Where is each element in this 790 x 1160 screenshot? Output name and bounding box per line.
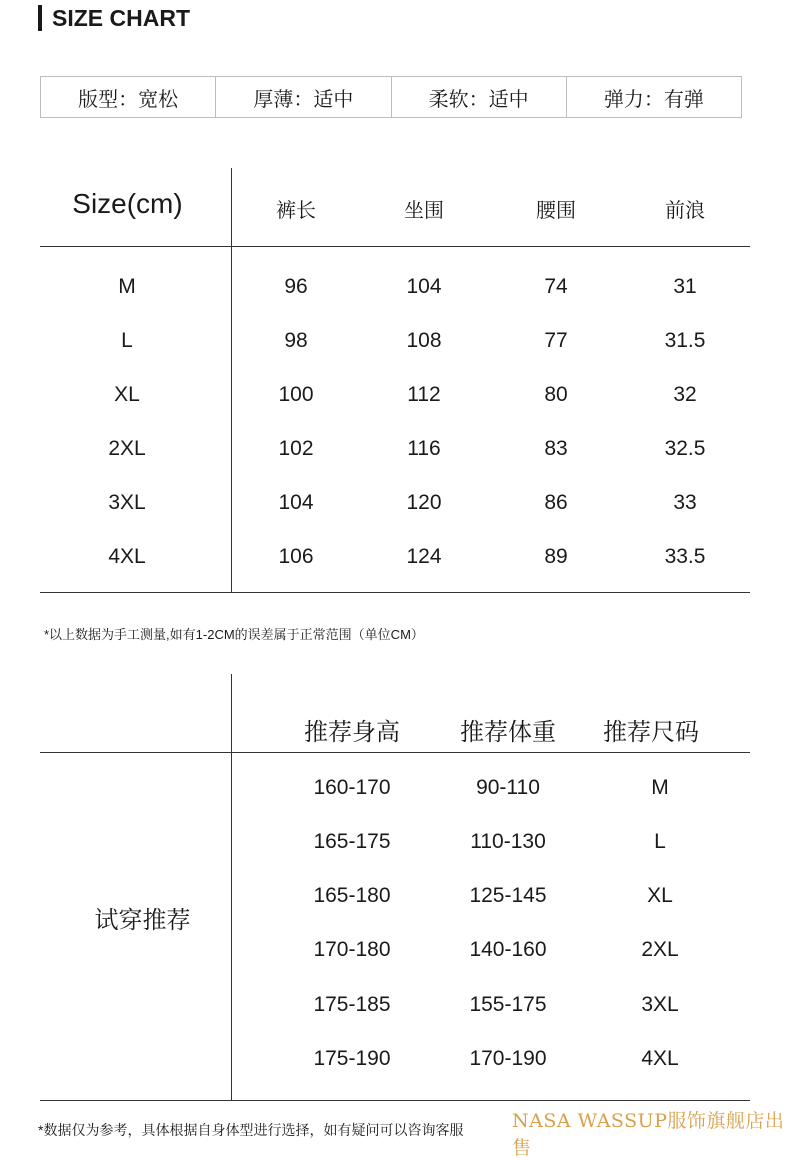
size-cell: L: [121, 329, 133, 352]
col-header-length: 裤长: [276, 200, 316, 222]
size-cell: 4XL: [641, 1047, 679, 1070]
value-cell: 112: [407, 383, 441, 406]
recommend-table-bottom-rule: [40, 1100, 750, 1101]
recommend-table-header-rule: [40, 752, 750, 753]
size-cell: XL: [647, 884, 673, 907]
value-cell: 33: [673, 491, 697, 514]
size-cell: M: [651, 776, 669, 799]
size-cell: 3XL: [641, 993, 679, 1016]
size-cell: 4XL: [108, 545, 146, 568]
col-header-hip: 坐围: [404, 200, 444, 222]
value-cell: 31: [673, 275, 697, 298]
col-header-waist: 腰围: [536, 200, 576, 222]
size-table-header-label: Size(cm): [72, 188, 183, 219]
attribute-elasticity: 弹力：有弹: [566, 77, 741, 117]
size-table-bottom-rule: [40, 592, 750, 593]
reference-note: *数据仅为参考，具体根据自身体型进行选择，如有疑问可以咨询客服: [38, 1122, 464, 1138]
col-header-size: 推荐尺码: [603, 719, 699, 746]
recommend-table-divider-vertical: [231, 674, 232, 1100]
value-cell: 31.5: [664, 329, 706, 352]
col-header-front-rise: 前浪: [665, 200, 705, 222]
size-cell: 2XL: [108, 437, 146, 460]
value-cell: 33.5: [664, 545, 706, 568]
fabric-attributes: [40, 76, 742, 118]
height-cell: 175-185: [313, 993, 391, 1016]
size-cell: XL: [114, 383, 140, 406]
attribute-fit: 版型：宽松: [78, 88, 179, 111]
size-table-header-rule: [40, 246, 750, 247]
weight-cell: 140-160: [469, 938, 547, 961]
value-cell: 106: [278, 545, 314, 568]
value-cell: 108: [406, 329, 442, 352]
value-cell: 96: [284, 275, 308, 298]
size-cell: L: [654, 830, 666, 853]
value-cell: 74: [544, 275, 568, 298]
value-cell: 104: [406, 275, 442, 298]
attribute-softness: 柔软：适中: [391, 77, 566, 117]
value-cell: 80: [544, 383, 568, 406]
value-cell: 86: [544, 491, 568, 514]
height-cell: 165-180: [313, 884, 391, 907]
weight-cell: 125-145: [469, 884, 547, 907]
value-cell: 116: [407, 437, 441, 460]
value-cell: 83: [544, 437, 568, 460]
height-cell: 170-180: [313, 938, 391, 961]
store-watermark: NASA WASSUP服饰旗舰店出售: [512, 1110, 785, 1159]
height-cell: 160-170: [313, 776, 391, 799]
col-header-weight: 推荐体重: [460, 719, 556, 746]
page-title: SIZE CHART: [52, 5, 190, 31]
col-header-height: 推荐身高: [304, 719, 400, 746]
value-cell: 124: [406, 545, 442, 568]
title-accent-bar: [38, 5, 42, 31]
value-cell: 32.5: [664, 437, 706, 460]
value-cell: 104: [278, 491, 314, 514]
value-cell: 89: [544, 545, 568, 568]
weight-cell: 155-175: [469, 993, 547, 1016]
value-cell: 98: [284, 329, 308, 352]
value-cell: 77: [544, 329, 568, 352]
value-cell: 102: [278, 437, 314, 460]
weight-cell: 90-110: [476, 776, 540, 799]
size-cell: M: [118, 275, 136, 298]
measurement-note: *以上数据为手工测量,如有1-2CM的误差属于正常范围（单位CM）: [44, 627, 424, 642]
size-cell: 2XL: [641, 938, 679, 961]
value-cell: 100: [278, 383, 314, 406]
size-cell: 3XL: [108, 491, 146, 514]
weight-cell: 170-190: [469, 1047, 547, 1070]
height-cell: 165-175: [313, 830, 391, 853]
weight-cell: 110-130: [470, 830, 546, 853]
attribute-thickness: 厚薄：适中: [215, 77, 390, 117]
size-table-divider-vertical: [231, 168, 232, 592]
value-cell: 120: [406, 491, 442, 514]
height-cell: 175-190: [313, 1047, 391, 1070]
value-cell: 32: [673, 383, 697, 406]
recommend-side-label: 试穿推荐: [94, 907, 191, 934]
